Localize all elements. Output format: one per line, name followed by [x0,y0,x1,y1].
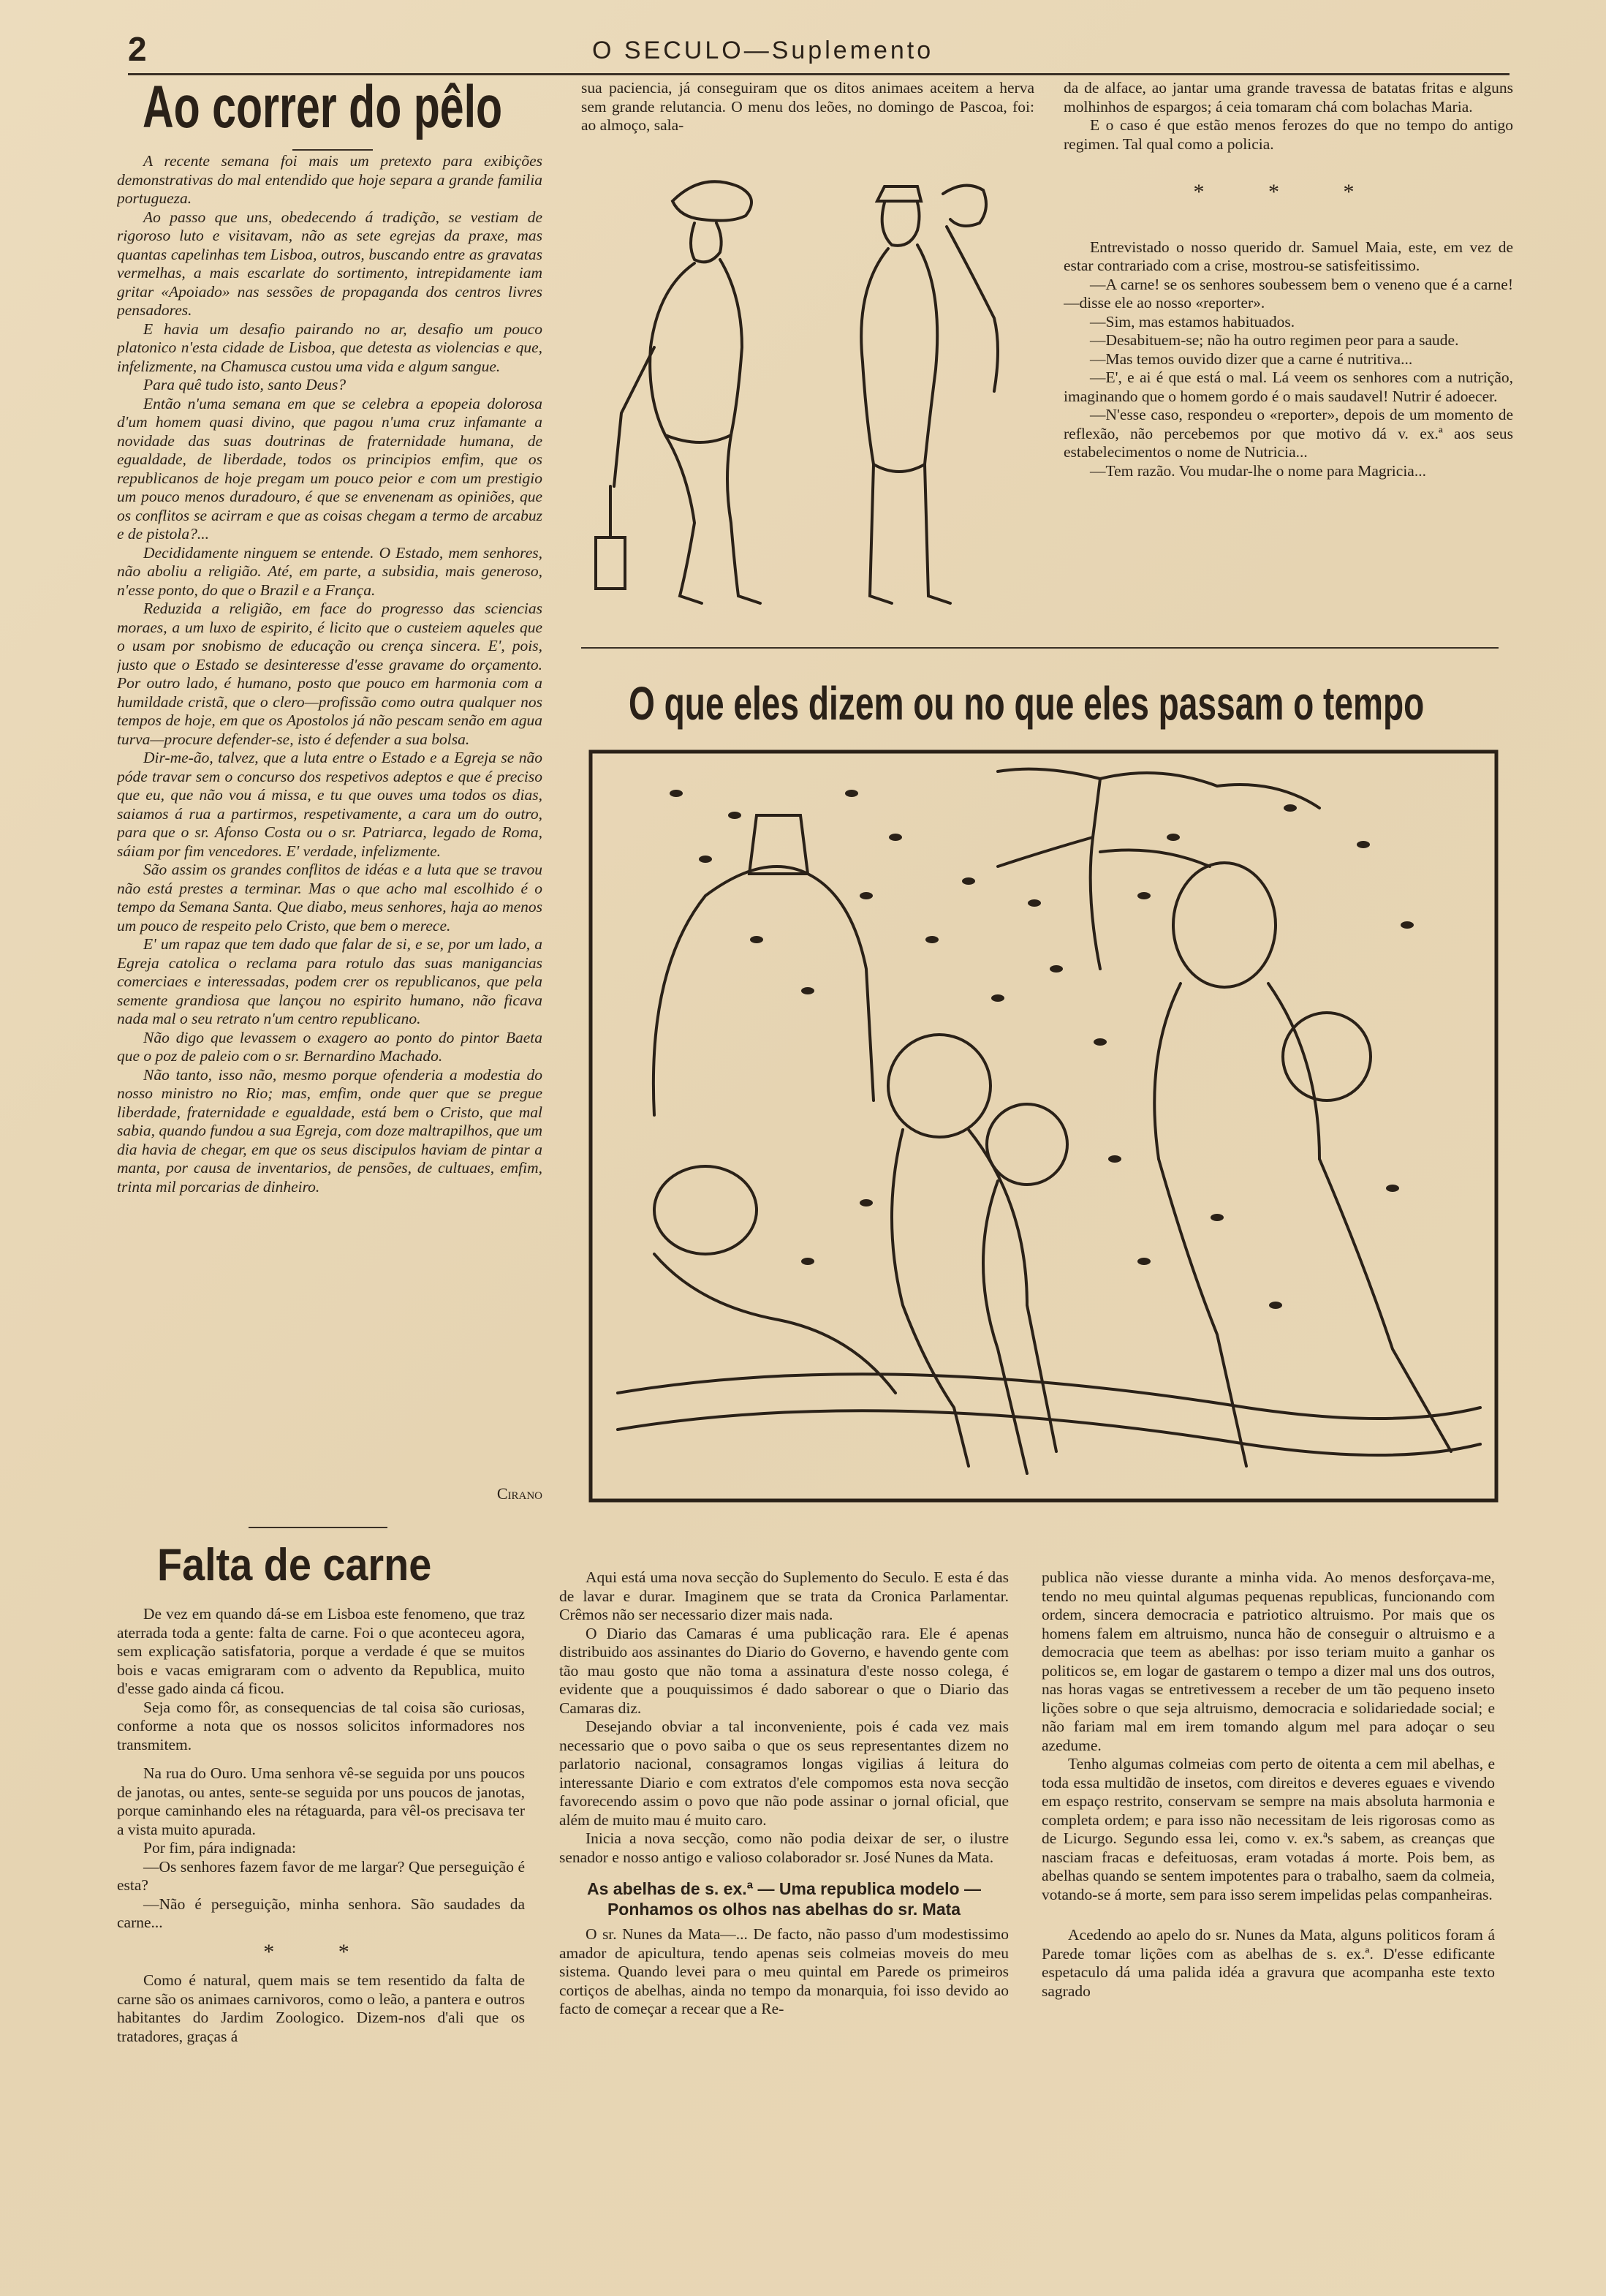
asterism: * * [263,1939,379,1964]
paragraph: —A carne! se os senhores soubessem bem o veneno que é a carne!—disse ele ao nosso «reporter». [1064,275,1513,311]
paragraph: —Desabituem-se; não ha outro regimen peor para a saude. [1090,331,1459,349]
paragraph: —Os senhores fazem favor de me largar? Que perseguição é esta? [117,1857,525,1894]
caricature-illustration [585,157,1038,632]
paragraph: Inicia a nova secção, como não podia deixar de ser, o ilustre senador e nosso antigo e valioso colaborador sr. José Nunes da Mata. [559,1829,1009,1866]
paragraph: Não digo que levassem o exagero ao ponto do pintor Baeta que o poz de paleio com o sr. Bernardino Machado. [117,1028,542,1065]
paragraph: —Mas temos ouvido dizer que a carne é nutritiva... [1090,350,1413,368]
paragraph: Como é natural, quem mais se tem resentido da falta de carne são os animaes carnivoros, como o leão, a pantera e outros habitantes do Jardim Zoologico. Dizem-nos d'ali que os tratadores, graças á [117,1971,525,2045]
paragraph: São assim os grandes conflitos de idéas e a luta que se travou não está prestes a terminar. Mas o que acho mal escolhido é o tempo da Semana Santa. Que diabo, meus senhores, haja ao menos um pouco de respeito pelo Cristo, que bem o merece. [117,861,542,934]
paragraph: da de alface, ao jantar uma grande travessa de batatas fritas e alguns molhinhos de espargos; á ceia tomaram chá com bolachas Maria. [1064,79,1513,116]
paragraph: publica não viesse durante a minha vida. Ao menos desforçava-me, tendo no meu quintal algumas pequenas republicas, funcionando com ordem, sincera democracia e patriotico altruismo. Por mais que os homens falem em altruismo, nunca hão de conseguir o altruismo e a democracia que teem as abelhas: por isso teriam muito a ganhar os politicos se, em logar de gastarem o tempo a dizer mal uns dos outros, nas horas vagas se entretivessem a receber de um tão pequeno inseto lições sobre o que seja altruismo, democracia e solidariedade social; e não fariam mal em irem tomando algum mel para adoçar o seu azedume. [1042,1568,1495,1754]
article-title-ao-correr: Ao correr do pêlo [143,74,503,140]
paragraph: Por fim, pára indignada: [143,1839,296,1857]
paragraph: —E', e ai é que está o mal. Lá veem os senhores com a nutrição, imaginando que o homem gordo é o mais saudavel! Nutrir é adoecer. [1064,369,1513,405]
paragraph: O sr. Nunes da Mata—... De facto, não passo d'um modestissimo amador de apicultura, tendo apenas seis colmeias moveis do meu sistema. Quando levei para o meu quintal em Parede os primeiros cortiços de abelhas, ainda no tempo da monarquia, foi isso devido ao facto de começar a recear que a Re- [559,1925,1009,2017]
continued-text-col3 [1064,79,1513,649]
signature: Cirano [496,1484,542,1503]
paragraph: O Diario das Camaras é uma publicação rara. Ele é apenas distribuido aos assinantes do Diario do Governo, e havendo gente com tão mau gosto que não toma a assinatura d'este nosso colega, é evidente que a pouquissimos é dado saborear o que o Diario das Camaras diz. [559,1624,1009,1717]
paragraph: Entrevistado o nosso querido dr. Samuel Maia, este, em vez de estar contrariado com a crise, mostrou-se satisfeitissimo. [1064,238,1513,274]
paragraph: —Não é perseguição, minha senhora. São saudades da carne... [117,1895,525,1931]
paragraph: Dir-me-ão, talvez, que a luta entre o Estado e a Egreja se não póde travar sem o concurso dos respetivos adeptos e que é preciso que eu, que não vou á missa, e tu que ouves uma todos os dias, saiamos á rua a partirmos, respetivamente, a cara um do outro, para que o sr. Afonso Costa ou o sr. Patriarca, legado de Roma, sáiam por fim vencedores. E' verdade, infelizmente. [117,749,542,860]
paragraph: E havia um desafio pairando no ar, desafio um pouco platonico n'esta cidade de Lisboa, que detesta as violencias e que, infelizmente, na Chamusca custou uma vida e algum sangue. [117,320,542,375]
paragraph: Para quê tudo isto, santo Deus? [143,376,346,393]
title-underline [292,149,373,151]
paragraph: Acedendo ao apelo do sr. Nunes da Mata, alguns politicos foram á Parede tomar lições com as abelhas de s. ex.ª. D'esse edificante espetaculo dá uma palida idéa a gravura que acompanha este texto sagrado [1042,1926,1495,2000]
asterism: * * * [1193,180,1384,204]
paragraph: Decididamente ninguem se entende. O Estado, mem senhores, não aboliu a religião. Até, em parte, a subsidia, mais generoso, n'esse ponto, do que o Brazil e a França. [117,543,542,599]
paragraph: Desejando obviar a tal inconveniente, pois é cada vez mais necessario que o povo saiba o que os seus representantes dizem no parlatorio nacional, consagramos longas vigilias á leitura do interessante Diario e com extratos d'ele compomos esta nova secção favorecendo assim o povo que não pode assinar o jornal oficial, que além de muito mau é muito caro. [559,1718,1009,1829]
paragraph: Então n'uma semana em que se celebra a epopeia dolorosa d'um homem quasi divino, que pagou n'uma cruz infamante a novidade das suas doutrinas de fraternidade humana, de egualdade, de liberdade, todos os principios emfim, que os republicanos de hoje pregam um pouco peior e com um prestigio um pouco menos duradouro, é que se envenenam as opiniões, que os conflitos se acirram e que as coisas chegam a termo de arcabuz e de pistola?... [117,394,542,543]
paragraph: —Sim, mas estamos habituados. [1090,312,1295,331]
article-body-falta-de-carne [117,1605,525,2161]
article-body-cronica [559,1568,1009,2153]
continued-text-col2 [581,79,1034,159]
paragraph: E' um rapaz que tem dado que falar de si, e se, por um lado, a Egreja catolica o reclama para rotulo das suas manigancias comerciaes e interessadas, podem crer os republicanos, que pela semente grandiosa que lançou no espirito humano, não ficava nada mal o seu retrato n'um centro republicano. [117,935,542,1027]
paragraph: E o caso é que estão menos ferozes do que no tempo do antigo regimen. Tal qual como a policia. [1064,116,1513,153]
masthead: O SECULO—Suplemento [592,37,934,64]
paragraph: —Tem razão. Vou mudar-lhe o nome para Magricia... [1090,461,1426,480]
subheadline: As abelhas de s. ex.ª — Uma republica modelo —Ponhamos os olhos nas abelhas do sr. Mata [587,1879,981,1919]
paragraph: Aqui está uma nova secção do Suplemento do Seculo. E esta é das de lavar e durar. Imaginem que se trata da Cronica Parlamentar. Crêmos não ser necessario dizer mais nada. [559,1568,1009,1623]
paragraph: Na rua do Ouro. Uma senhora vê-se seguida por uns poucos de janotas, ou antes, sente-se seguida por uns poucos de janotas, porque caminhando eles na rétaguarda, para vêl-os precisava ter a vista muito apurada. [117,1764,525,1838]
article-body-abelhas [1042,1568,1495,2168]
paragraph: Não tanto, isso não, mesmo porque ofenderia a modestia do nosso ministro no Rio; mas, emfim, onde quer que se pregue liberdade, fraternidade e egualdade, está bem o Cristo, que mal sabia, quando fundou a sua Egreja, com doze maltrapilhos, que um dia havia de chegar, em que os seus discipulos haviam de pintar a manta, por causa de inventarios, de pensões, de cultuaes, emfim, trinta mil porcarias de dinheiro. [117,1065,542,1196]
paragraph: A recente semana foi mais um pretexto para exibições demonstrativas do mal entendido que hoje separa a grande familia portugueza. [117,152,542,207]
page-number: 2 [128,30,147,68]
paragraph: De vez em quando dá-se em Lisboa este fenomeno, que traz aterrada toda a gente: falta de carne. Foi o que aconteceu agora, sem explicação satisfatoria, porque a verdade é que se muitos bois e vacas emigraram com o advento da Republica, muito d'esse gado ainda cá ficou. [117,1605,525,1697]
paragraph: sua paciencia, já conseguiram que os ditos animaes aceitem a herva sem grande relutancia. O menu dos leões, no domingo de Pascoa, foi: ao almoço, sala- [581,79,1034,134]
section-headline: O que eles dizem ou no que eles passam o tempo [629,677,1425,730]
article-body-ao-correr [117,152,542,1479]
article-title-falta-de-carne: Falta de carne [157,1540,432,1590]
paragraph: —N'esse caso, respondeu o «reporter», depois de um momento de reflexão, não percebemos por que motivo dá v. ex.ª aos seus estabelecimentos o nome de Nutricia... [1064,406,1513,461]
bee-illustration [588,749,1499,1503]
ornament-rule [249,1527,387,1528]
paragraph: Tenho algumas colmeias com perto de oitenta a cem mil abelhas, e toda essa multidão de insetos, com direitos e deveres eguaes e vivendo em espaço restrito, conservam se sempre na mais absoluta harmonia e completa ordem; e para isso não necessitam de leis rigorosas como as de Licurgo. Segundo essa lei, como v. ex.ªs sabem, as creanças que nasciam fracas e defeituosas, eram votadas á morte. Pois bem, as abelhas quando se sentem impotentes para o trabalho, saem da colmeia, votando-se á morte, sem para isso serem impelidas pelas companheiras. [1042,1755,1495,1903]
paragraph: Seja como fôr, as consequencias de tal coisa são curiosas, conforme a nota que os nossos solicitos informadores nos transmitem. [117,1698,525,1753]
paragraph: Ao passo que uns, obedecendo á tradição, se vestiam de rigoroso luto e visitavam, não as sete egrejas da praxe, mas quantas capelinhas tem Lisboa, outros, buscando entre as gravatas vermelhas, a mais escarlate do sortimento, intrepidamente iam gritar «Apoiado» nas sessões de propaganda dos centros livres pensadores. [117,208,542,319]
paragraph: Reduzida a religião, em face do progresso das sciencias moraes, a um luxo de espirito, é licito que o custeiem aqueles que o usam por snobismo de educação ou crença sincera. E', pois, justo que o Estado se desinteresse d'esse gravame do orçamento. Por outro lado, é humano, posto que pouco em harmonia com a humildade cristã, que o clero—profissão como outra qualquer nos tempos de hoje, em que os Apostolos já não pescam senão em agua turva—procure defender-se, isto é defender a sua bolsa. [117,600,542,748]
